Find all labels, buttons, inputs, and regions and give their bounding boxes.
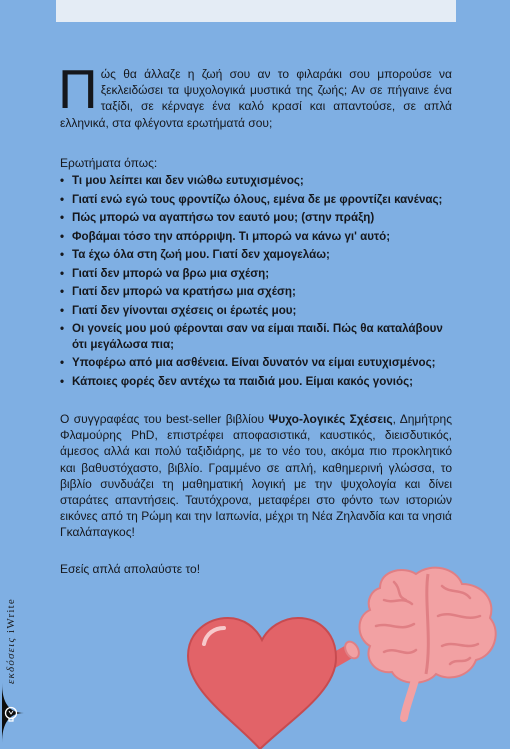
list-item: • Υποφέρω από μια ασθένεια. Είναι δυνατόν να είμαι ευτυχισμένος; [60,355,452,371]
list-item: • Γιατί δεν γίνονται σχέσεις οι έρωτές μου; [60,303,452,319]
questions-intro: Ερωτήματα όπως: [60,155,158,170]
list-item: • Γιατί δεν μπορώ να κρατήσω μια σχέση; [60,284,452,300]
list-item: • Γιατί δεν μπορώ να βρω μια σχέση; [60,266,452,282]
list-item: • Κάποιες φορές δεν αντέχω τα παιδιά μου. Είμαι κακός γονιός; [60,374,452,390]
drop-cap: Π [58,58,98,120]
intro-text: ώς θα άλλαζε η ζωή σου αν το φιλαράκι σου μπορούσε να ξεκλειδώσει τα ψυχολογικά μυστικά της ζωής; Αν σε πήγαινε ένα ταξίδι, σε κέρναγε ένα καλό κρασί και απαντούσε, σε απλά ελληνικά, στα φλέγοντα ερωτήματά σου; [60,67,452,130]
top-band [56,0,456,22]
list-item: • Πώς μπορώ να αγαπήσω τον εαυτό μου; (στην πράξη) [60,210,452,226]
list-item: • Τα έχω όλα στη ζωή μου. Γιατί δεν χαμογελάω; [60,247,452,263]
publisher-label [5,574,19,684]
book-title: Ψυχο-λογικές Σχέσεις [268,412,393,427]
author-text-start: Ο συγγραφέας του best-seller βιβλίου [60,412,269,427]
list-item: • Οι γονείς μου μού φέρονται σαν να είμαι παιδί. Πώς θα καταλάβουν ότι μεγάλωσα πια; [60,321,452,352]
publisher-name: iWrite [5,598,17,633]
list-item: • Φοβάμαι τόσο την απόρριψη. Τι μπορώ να κάνω γι' αυτό; [60,229,452,245]
closing-line: Εσείς απλά απολαύστε το! [60,561,201,576]
list-item: • Γιατί ενώ εγώ τους φροντίζω όλους, εμένα δε με φροντίζει κανένας; [60,192,452,208]
heart-brain-illustration [180,560,510,749]
list-item: • Τι μου λείπει και δεν νιώθω ευτυχισμένος; [60,173,452,189]
author-text-end: , Δημήτρης Φλαμούρης PhD, επιστρέφει αποφασιστικά, καυστικός, διεισδυτικός, άμεσος αλλά και πολύ ταξιδιάρης, με το νέο του, ακόμα πιο προκλητικό και βαθυστόχαστο, βιβλίο. Γραμμένο σε απλή, καθημερινή γλώσσα, το βιβλίο συνδυάζει τη μαθηματική λογική με την ψυχολογία και δίνει σταράτες απαντήσεις. Ταυτόχρονα, μεταφέρει στο φόντο των ιστοριών εικόνες από τη Ρώμη και την Ιαπωνία, μέχρι τη Νέα Ζηλανδία και τα νησιά Γκαλάπαγκος! [60,412,453,540]
heart-icon [188,618,336,749]
intro-paragraph [58,58,452,131]
publisher-prefix: εκδόσεις [5,636,17,684]
questions-list [60,173,452,389]
back-cover-text [58,58,453,577]
brain-icon [360,568,496,718]
lightbulb-logo-icon [2,683,34,743]
author-paragraph [60,411,452,541]
